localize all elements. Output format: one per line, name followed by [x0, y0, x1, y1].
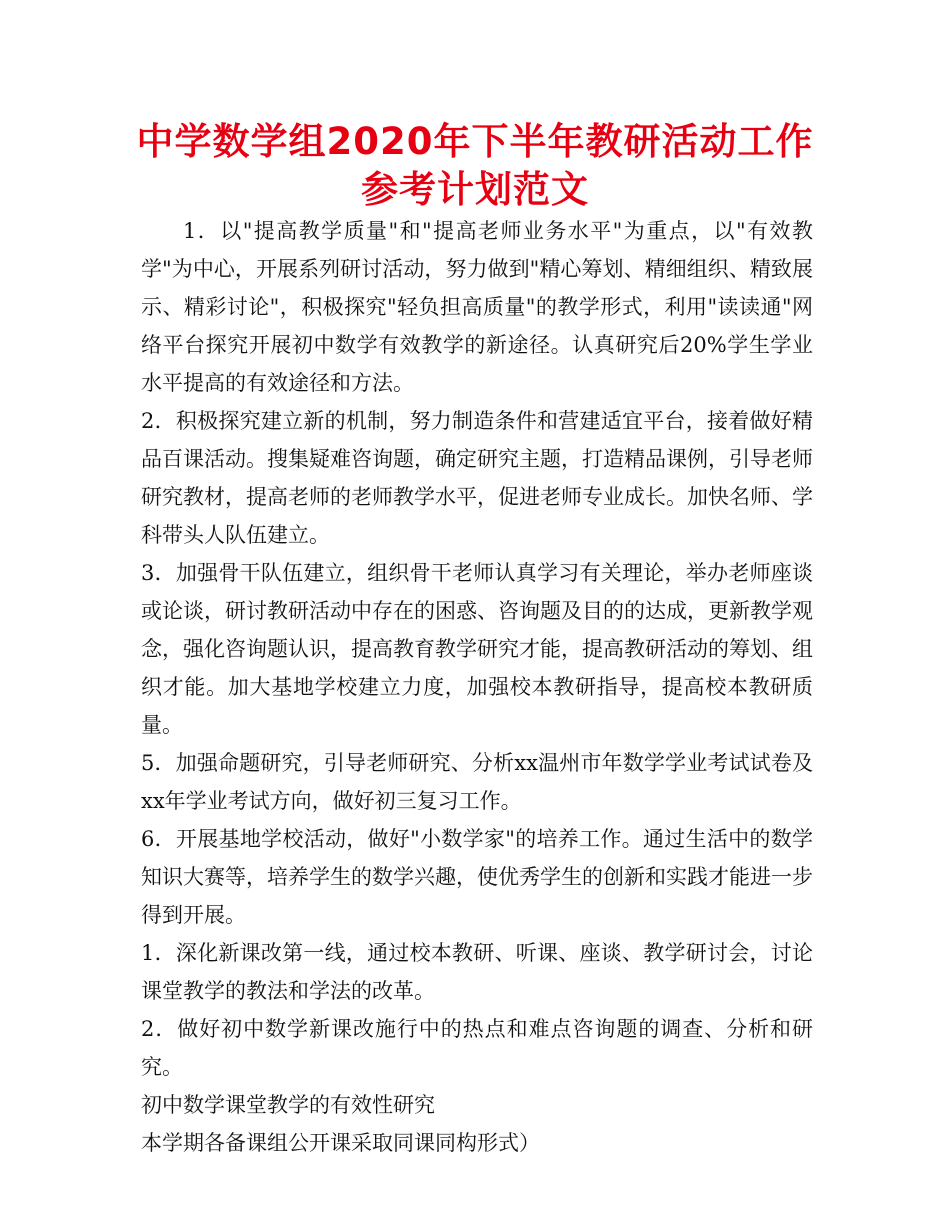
document-title: 中学数学组2020年下半年教研活动工作参考计划范文 [136, 120, 814, 211]
paragraph-7: 2．做好初中数学新课改施行中的热点和难点咨询题的调查、分析和研究。 [141, 1017, 813, 1079]
paragraph-4: 5．加强命题研究，引导老师研究、分析xx温州市年数学学业考试试卷及xx年学业考试方向，做好初三复习工作。 [141, 751, 813, 813]
paragraph-3: 3．加强骨干队伍建立，组织骨干老师认真学习有关理论，举办老师座谈或论谈，研讨教研活动中存在的困惑、咨询题及目的的达成，更新教学观念，强化咨询题认识，提高教育教学研究才能，提高教研活动的筹划、组织才能。加大基地学校建立力度，加强校本教研指导，提高校本教研质量。 [141, 561, 813, 737]
paragraph-8: 初中数学课堂教学的有效性研究 [141, 1093, 435, 1117]
document-body [141, 212, 813, 1162]
paragraph-1: 1．以"提高教学质量"和"提高老师业务水平"为重点，以"有效教学"为中心，开展系列研讨活动，努力做到"精心筹划、精细组织、精致展示、精彩讨论"，积极探究"轻负担高质量"的教学形式，利用"读读通"网络平台探究开展初中数学有效教学的新途径。认真研究后20%学生学业水平提高的有效途径和方法。 [141, 219, 813, 395]
paragraph-2: 2．积极探究建立新的机制，努力制造条件和营建适宜平台，接着做好精品百课活动。搜集疑难咨询题，确定研究主题，打造精品课例，引导老师研究教材，提高老师的老师教学水平，促进老师专业成长。加快名师、学科带头人队伍建立。 [141, 409, 813, 547]
paragraph-9: 本学期各备课组公开课采取同课同构形式） [141, 1131, 540, 1155]
paragraph-6: 1．深化新课改第一线，通过校本教研、听课、座谈、教学研讨会，讨论课堂教学的教法和学法的改革。 [141, 941, 813, 1003]
paragraph-5: 6．开展基地学校活动，做好"小数学家"的培养工作。通过生活中的数学知识大赛等，培养学生的数学兴趣，使优秀学生的创新和实践才能进一步得到开展。 [141, 827, 813, 927]
